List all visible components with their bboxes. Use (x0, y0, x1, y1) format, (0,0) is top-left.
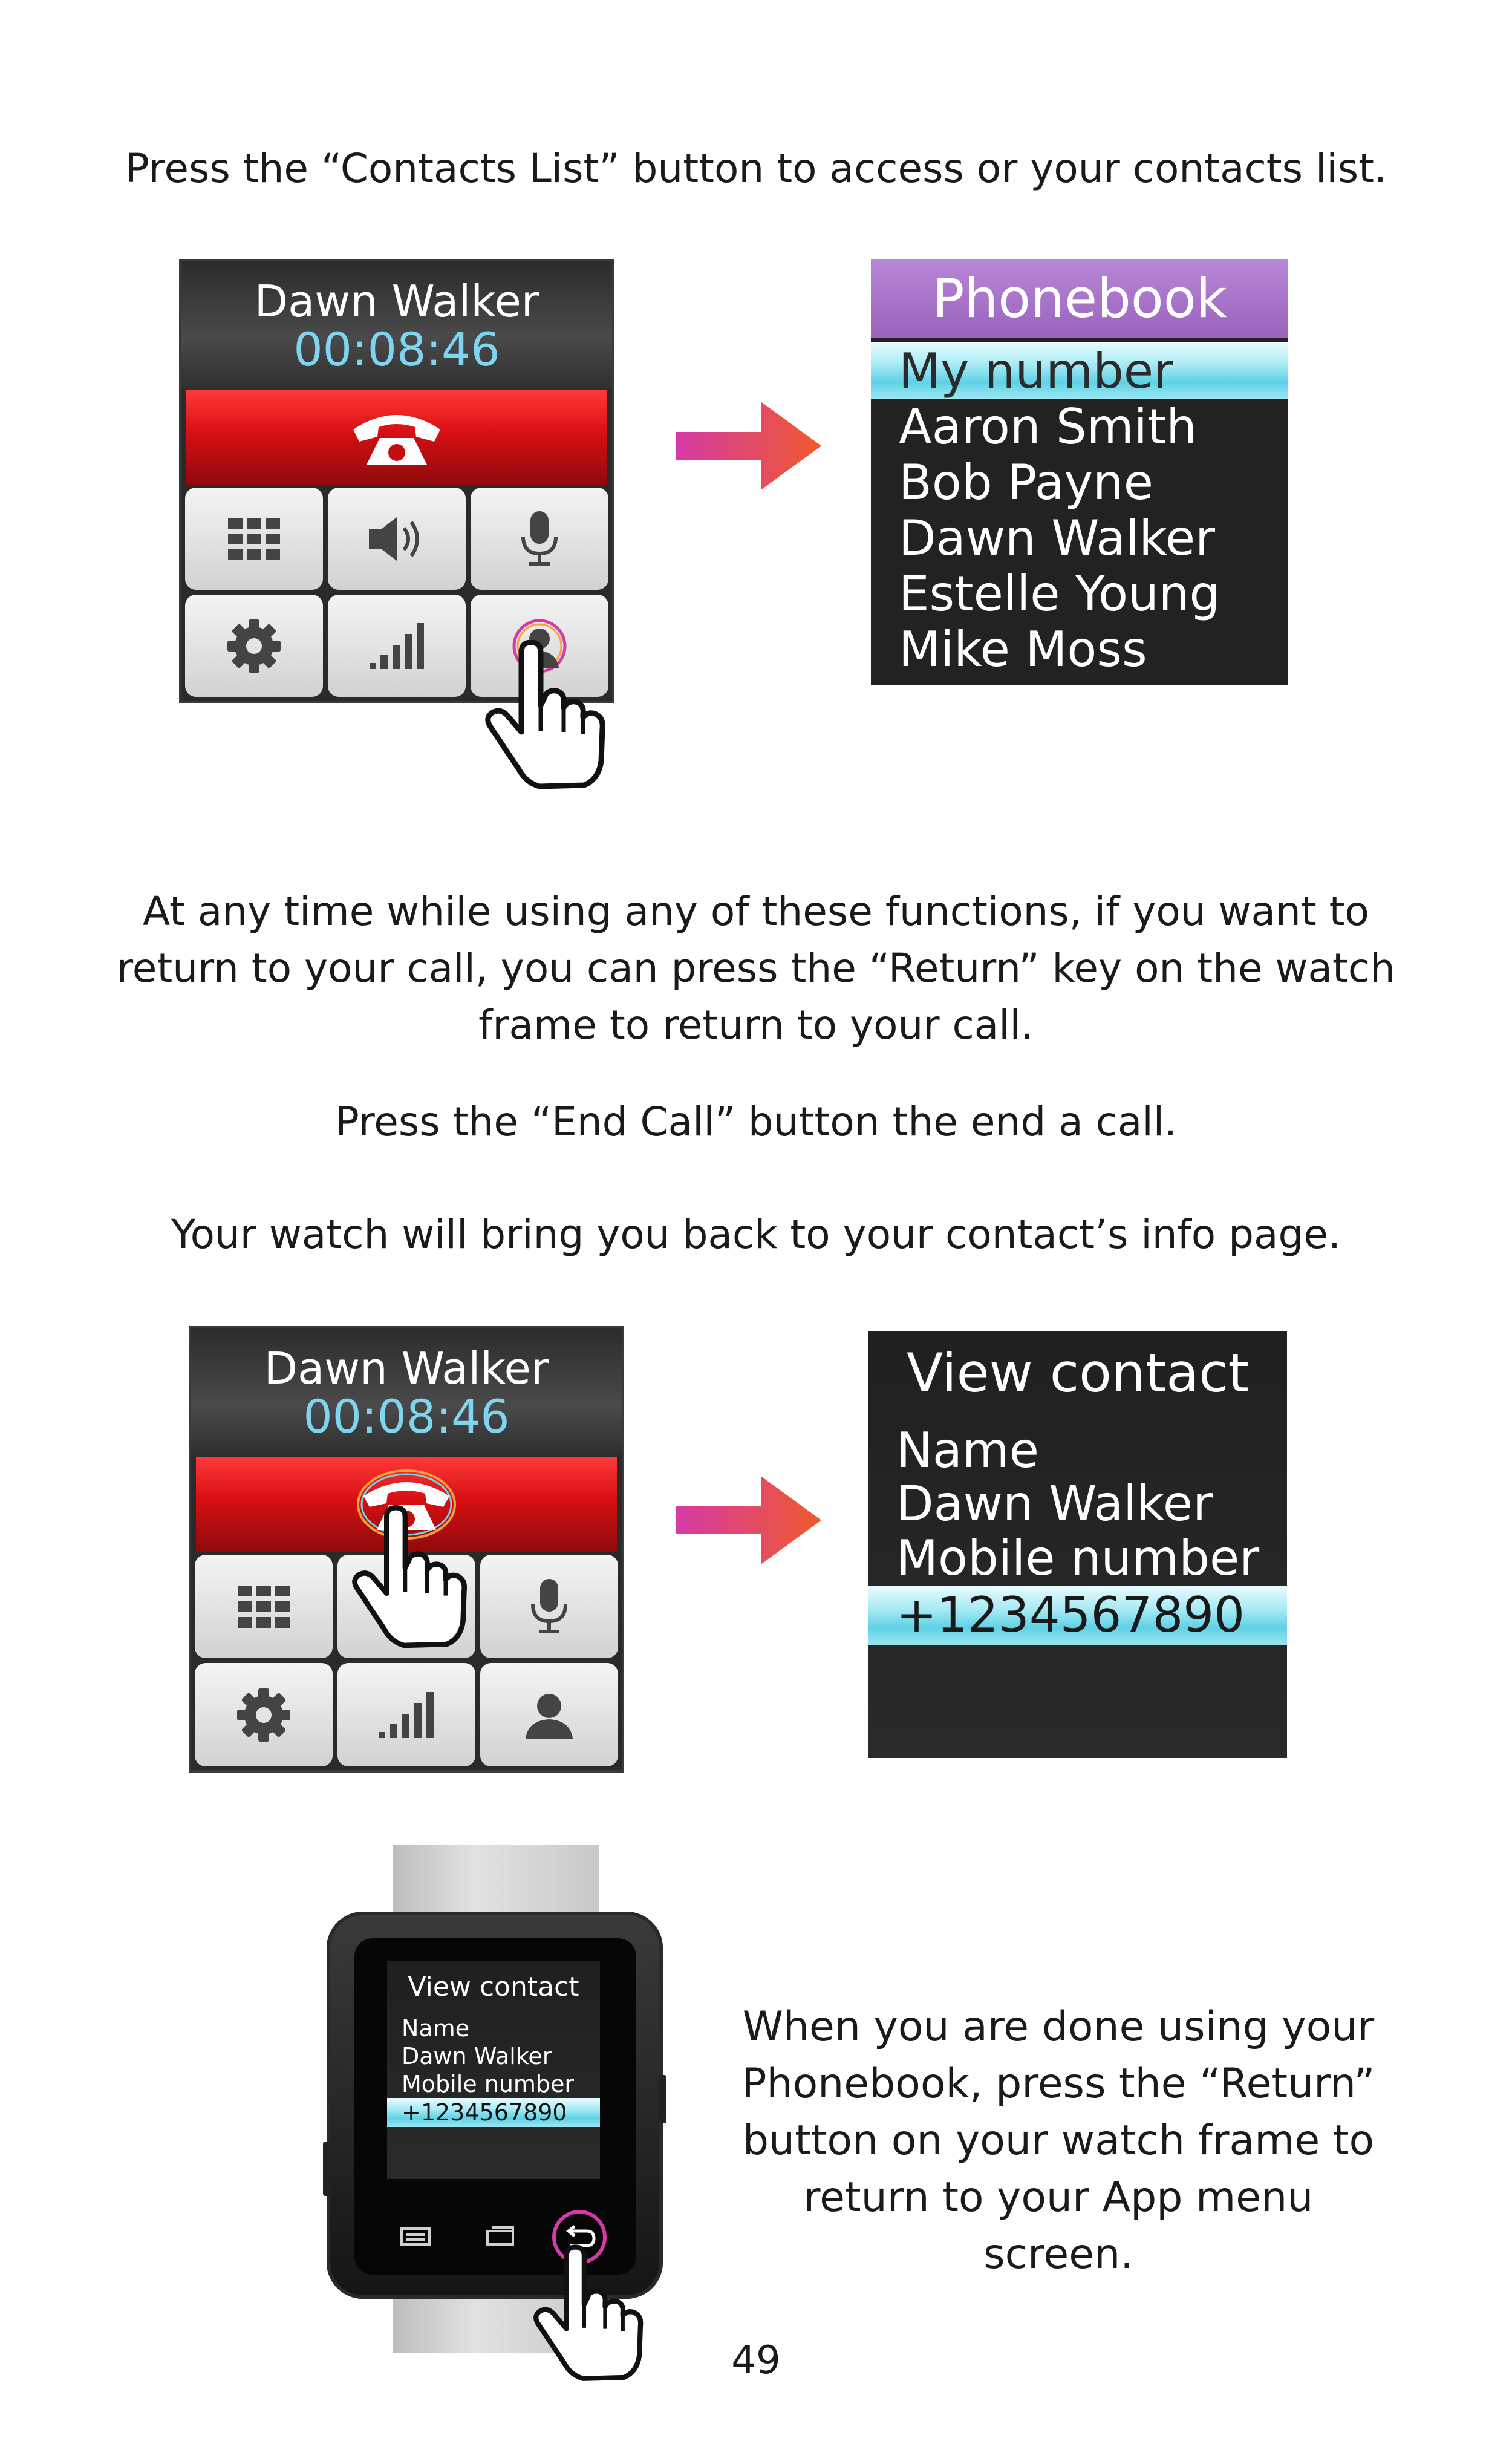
phonebook-item[interactable]: My number (899, 343, 1174, 399)
settings-button[interactable] (185, 595, 323, 697)
signal-bars-icon (379, 1692, 434, 1738)
signal-button[interactable] (328, 595, 466, 697)
speaker-icon (367, 515, 427, 563)
keypad-icon (238, 1586, 290, 1628)
contact-info-note: Your watch will bring you back to your contact’s info page. (171, 1211, 1341, 1258)
arrow-right-icon (676, 1476, 821, 1564)
phonebook-item[interactable]: Dawn Walker (899, 510, 1216, 566)
keypad-button[interactable] (195, 1555, 333, 1658)
signal-bars-icon (370, 623, 424, 669)
view-contact-title: View contact (906, 1342, 1250, 1404)
settings-button[interactable] (195, 1663, 333, 1766)
gear-icon (227, 619, 281, 673)
return-instructions: At any time while using any of these functions, if you want to return to your call, you can press the “Return” key on the watch frame to return to your call. (117, 888, 1395, 1048)
menu-key-icon[interactable] (399, 2224, 433, 2248)
watch-side-button (323, 2142, 330, 2196)
phonebook-item[interactable]: Mike Moss (899, 621, 1147, 678)
watch-mobile-label: Mobile number (402, 2071, 575, 2097)
end-call-instructions: Press the “End Call” button the end a call. (334, 1099, 1178, 1145)
signal-button[interactable] (337, 1663, 475, 1766)
phonebook-item[interactable]: Aaron Smith (899, 399, 1197, 455)
contacts-list-button[interactable] (480, 1663, 618, 1766)
call-screen-contacts (179, 259, 614, 703)
gear-icon (236, 1688, 291, 1742)
microphone-button[interactable] (471, 488, 608, 590)
speaker-button[interactable] (328, 488, 466, 590)
keypad-icon (228, 518, 280, 560)
name-value: Dawn Walker (896, 1475, 1213, 1532)
return-caption: When you are done using your Phonebook, press the “Return” button on your watch frame to return to your App menu screen. (741, 2003, 1375, 2278)
home-key-icon[interactable] (484, 2224, 518, 2248)
microphone-icon (518, 510, 561, 568)
watch-side-button (659, 2075, 666, 2123)
phonebook-item[interactable]: Estelle Young (899, 566, 1220, 622)
mobile-value[interactable]: +1234567890 (896, 1587, 1245, 1643)
contact-person-icon (522, 1688, 576, 1742)
phonebook-screen (871, 259, 1288, 685)
arrow-right-icon (676, 402, 821, 490)
intro-text: Press the “Contacts List” button to access or your contacts list. (125, 145, 1387, 192)
watch-name-value: Dawn Walker (402, 2043, 552, 2070)
phonebook-title: Phonebook (932, 267, 1227, 330)
microphone-icon (528, 1578, 570, 1636)
caller-name: Dawn Walker (254, 276, 539, 327)
watch-name-label: Name (402, 2015, 470, 2042)
phonebook-item[interactable]: Bob Payne (899, 454, 1153, 511)
microphone-button[interactable] (480, 1555, 618, 1658)
page-number: 49 (731, 2338, 781, 2383)
watch-screen (387, 1961, 600, 2179)
watch-mobile-value: +1234567890 (402, 2099, 567, 2126)
hang-up-phone-icon (348, 404, 445, 471)
view-contact-screen (868, 1331, 1287, 1758)
call-timer: 00:08:46 (303, 1390, 510, 1443)
hand-pointer-icon (532, 2244, 659, 2384)
call-timer: 00:08:46 (293, 322, 500, 376)
end-call-button[interactable] (186, 390, 607, 485)
hand-pointer-icon (351, 1505, 484, 1650)
keypad-button[interactable] (185, 488, 323, 590)
watch-view-contact-title: View contact (408, 1972, 579, 2002)
hand-pointer-icon (484, 640, 623, 791)
mobile-label: Mobile number (896, 1530, 1260, 1586)
name-label: Name (896, 1422, 1040, 1478)
caller-name: Dawn Walker (264, 1343, 549, 1394)
